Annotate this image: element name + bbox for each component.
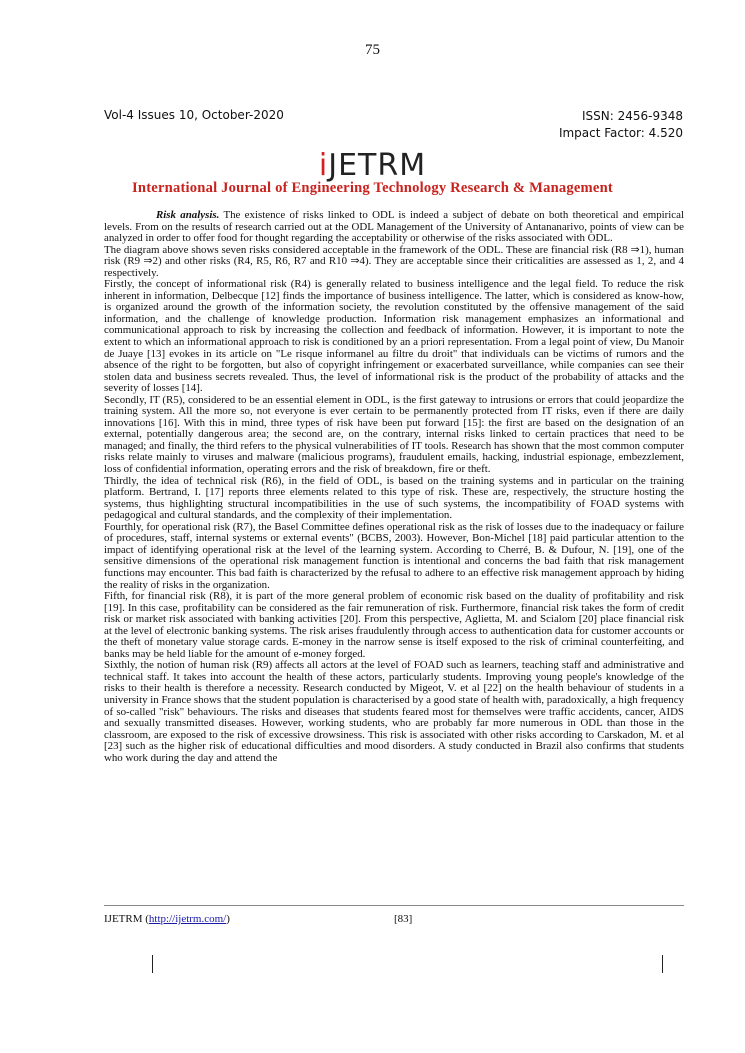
page-number: 75 — [365, 42, 380, 58]
paragraph-risk-analysis: Risk analysis. The existence of risks linked to ODL is indeed a subject of debate on both theoretical and empirical levels. From on the results of research carried out at the ODL Management of the University of Antananarivo, points of view can be analyzed in order to offer food for thought regarding the acceptability or otherwise of the risks associated with ODL. — [104, 209, 685, 245]
article-body — [104, 210, 684, 764]
runin-heading: Risk analysis. — [156, 209, 220, 221]
paragraph: Fifth, for financial risk (R8), it is part of the more general problem of economic risk based on the duality of profitability and risk [19]. In this case, profitability can be considered as the fair remuneration of risk. Furthermore, financial risk takes the form of credit risk or market risk associated with banking activities [20]. From this perspective, Aglietta, M. and Scialom [20] place financial risk at the level of electronic banking systems. The risk arises fraudulently through access to authentication data for customer accounts or the theft of monetary value storage cards. E-money in the narrow sense is itself exposed to the risk of criminal counterfeiting, and banks may be held liable for the amount of e-money forged. — [104, 590, 684, 660]
footer-journal: IJETRM (http://ijetrm.com/) — [104, 913, 230, 925]
paragraph: Firstly, the concept of informational risk (R4) is generally related to business intelligence and the legal field. To reduce the risk inherent in information, Delbecque [12] finds the importance of business intelligence. The latter, which is considered as know-how, is organized around the growth of the information society, the revolution constituted by the offensive management of the said information, and the challenge of knowledge production. Information risk management emphasizes an informational and communicational approach to risk by increasing the collection and feedback of information. However, it is important to note the extent to which an informational approach to risk is conditioned by an a priori representation. From a legal point of view, Du Manoir de Juaye [13] evokes in its article on "Le risque informanel au filtre du droit" that individuals can be victims of rumors and the absence of the right to be forgotten, but also of copyright infringement or exacerbated surveillance, while companies can see their stolen data and business secrets revealed. Thus, the level of informational risk is the product of the probability of attacks and the severity of losses [14]. — [104, 278, 684, 395]
logo-text: JETRM — [328, 148, 427, 183]
impact-factor: Impact Factor: 4.520 — [558, 126, 683, 140]
footer-page-ref: [83] — [394, 913, 413, 925]
footer-divider — [104, 905, 684, 906]
issn: ISSN: 2456-9348 — [581, 109, 683, 123]
margin-mark-right — [662, 955, 663, 973]
paragraph: Secondly, IT (R5), considered to be an essential element in ODL, is the first gateway to intrusions or errors that could jeopardize the training system. All the more so, not everyone is ever certain to be permanently protected from IT risks, even if there are daily innovations [16]. With this in mind, three types of risk have been put forward [15]: the first are based on the designation of an external, potentially dangerous area; the second are, on the contrary, internal risks linked to certain practices that need to be managed; and finally, the third refers to the physical vulnerabilities of IT tools. Research has shown that the most common computer risks relate mainly to viruses and malware (malicious programs), fraudulent emails, hacking, industrial espionage, embezzlement, loss of confidential information, operating errors and the risk of breakdown, fire or theft. — [104, 393, 684, 476]
journal-link[interactable]: http://ijetrm.com/ — [148, 913, 227, 925]
paragraph: Thirdly, the idea of technical risk (R6), in the field of ODL, is based on the training systems and in particular on the training platform. Bertrand, I. [17] reports three elements related to this type of risk. These are, respectively, the structure hosting the systems, thus highlighting structural incompatibilities in the use of such systems, the incompatibility of FOAD systems with pedagogical and cultural standards, and the complexity of their implementation. — [104, 474, 684, 522]
journal-title: International Journal of Engineering Technology Research & Management — [132, 180, 613, 196]
journal-logo — [0, 148, 745, 183]
margin-mark-left — [152, 955, 153, 973]
journal-meta — [520, 108, 683, 142]
paragraph: Fourthly, for operational risk (R7), the Basel Committee defines operational risk as the risk of losses due to the inadequacy or failure of procedures, staff, internal systems or external events" (BCBS, 2003). However, Bon-Michel [18] paid particular attention to the impact of identifying operational risk at the level of the learning system. According to Cherré, B. & Dufour, N. [19], one of the sensitive dimensions of the operational risk management function is intentional and concerns the bad faith that risk management functions may encounter. This bad faith is characterized by the refusal to adhere to an effective risk management approach by hiding the reality of risks in the organization. — [104, 520, 684, 591]
volume-issue: Vol-4 Issues 10, October-2020 — [104, 108, 284, 122]
paragraph: The diagram above shows seven risks considered acceptable in the framework of the ODL. These are financial risk (R8 ⇒1), human risk (R9 ⇒2) and other risks (R4, R5, R6, R7 and R10 ⇒4). They are acceptable since their criticalities are assessed as 1, 2, and 4 respectively. — [104, 243, 684, 279]
paragraph: Sixthly, the notion of human risk (R9) affects all actors at the level of FOAD such as learners, teaching staff and administrative and technical staff. It takes into account the health of these actors, particularly students. Improving young people's knowledge of the risks to their health is therefore a necessity. Research conducted by Migeot, V. et al [22] on the health behaviour of students in a university in France shows that the student population is characterised by a good state of health with, paradoxically, a high frequency of so-called "risk" behaviours. The risks and diseases that students feared most for themselves were traffic accidents, cancer, AIDS and sexually transmitted diseases. However, working students, who are probably far more numerous in ODL than those in the classroom, are exposed to the risk of excessive drowsiness. This risk is associated with other risks according to Carskadon, M. et al [23] such as the higher risk of educational difficulties and mood disorders. A study conducted in Brazil also confirms that students who work during the day and attend the — [104, 659, 684, 764]
logo-prefix: i — [318, 148, 329, 183]
